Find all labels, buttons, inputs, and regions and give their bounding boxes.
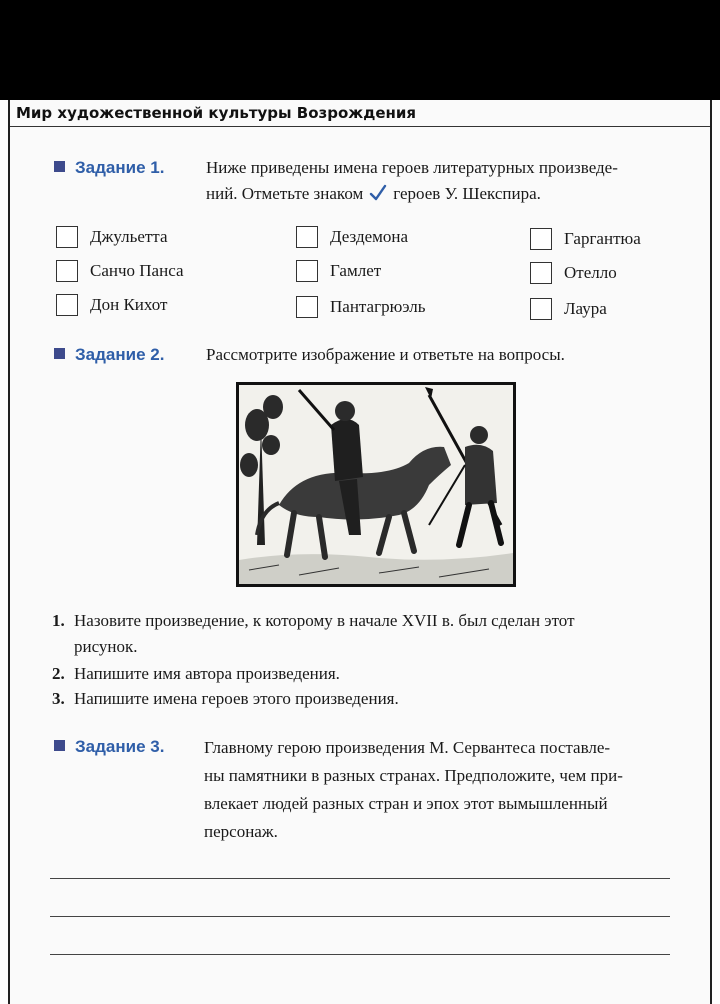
header-divider bbox=[10, 126, 710, 127]
task3-label: Задание 3. bbox=[75, 737, 165, 756]
option-label: Пантагрюэль bbox=[330, 297, 426, 316]
question-number: 1. bbox=[52, 611, 65, 630]
task1-text-line2-after: героев У. Шекспира. bbox=[393, 184, 541, 203]
checkbox[interactable] bbox=[56, 294, 78, 316]
task2-heading bbox=[54, 342, 164, 368]
option-label: Джульетта bbox=[90, 227, 168, 246]
checkbox[interactable] bbox=[296, 226, 318, 248]
question-1 bbox=[52, 608, 692, 660]
answer-line-2[interactable] bbox=[50, 916, 670, 917]
task1-text-line1: Ниже приведены имена героев литературных произведе- bbox=[206, 158, 618, 177]
option-laura[interactable] bbox=[530, 298, 607, 320]
page-header-title: Мир художественной культуры Возрождения bbox=[16, 104, 417, 122]
task3-text-line: персонаж. bbox=[204, 822, 278, 841]
question-text: Напишите имя автора произведения. bbox=[74, 664, 340, 683]
option-label: Дездемона bbox=[330, 227, 409, 246]
option-label: Санчо Панса bbox=[90, 261, 184, 280]
worksheet-page bbox=[8, 100, 712, 1004]
square-bullet-icon bbox=[54, 161, 65, 172]
question-2 bbox=[52, 661, 340, 687]
task3-text bbox=[204, 734, 694, 846]
checkmark-icon bbox=[369, 184, 387, 210]
task3-text-line: ны памятники в разных странах. Предположите, чем при- bbox=[204, 766, 623, 785]
task3-text-line: влекает людей разных стран и эпох этот вымышленный bbox=[204, 794, 608, 813]
task1-text bbox=[206, 155, 706, 210]
task2-label: Задание 2. bbox=[75, 345, 165, 364]
option-gamlet[interactable] bbox=[296, 260, 381, 282]
question-3 bbox=[52, 686, 399, 712]
question-text: Назовите произведение, к которому в начале XVII в. был сделан этот bbox=[74, 611, 575, 630]
option-don-kikhot[interactable] bbox=[56, 294, 167, 316]
task3-text-line: Главному герою произведения М. Сервантеса поставле- bbox=[204, 738, 611, 757]
task1-text-line2-before: ний. Отметьте знаком bbox=[206, 184, 364, 203]
question-text-cont: рисунок. bbox=[74, 637, 138, 656]
question-text: Напишите имена героев этого произведения. bbox=[74, 689, 399, 708]
task1-heading bbox=[54, 155, 164, 181]
square-bullet-icon bbox=[54, 348, 65, 359]
question-number: 2. bbox=[52, 664, 65, 683]
checkbox[interactable] bbox=[530, 228, 552, 250]
checkbox[interactable] bbox=[56, 226, 78, 248]
option-label: Лаура bbox=[564, 299, 607, 318]
don-quixote-engraving-image bbox=[236, 382, 516, 587]
task1-text-line2 bbox=[206, 181, 706, 210]
option-label: Гаргантюа bbox=[564, 229, 641, 248]
option-dezdemona[interactable] bbox=[296, 226, 408, 248]
option-label: Гамлет bbox=[330, 261, 382, 280]
task2-text: Рассмотрите изображение и ответьте на вопросы. bbox=[206, 345, 565, 364]
answer-line-3[interactable] bbox=[50, 954, 670, 955]
option-dzhuletta[interactable] bbox=[56, 226, 168, 248]
option-label: Дон Кихот bbox=[90, 295, 168, 314]
checkbox[interactable] bbox=[530, 262, 552, 284]
task1-label: Задание 1. bbox=[75, 158, 165, 177]
checkbox[interactable] bbox=[296, 296, 318, 318]
option-gargantyua[interactable] bbox=[530, 228, 641, 250]
option-sancho-pansa[interactable] bbox=[56, 260, 184, 282]
top-black-bar bbox=[0, 0, 720, 100]
checkbox[interactable] bbox=[530, 298, 552, 320]
task3-heading bbox=[54, 734, 164, 760]
question-number: 3. bbox=[52, 689, 65, 708]
option-pantagryuel[interactable] bbox=[296, 296, 426, 318]
square-bullet-icon bbox=[54, 740, 65, 751]
answer-line-1[interactable] bbox=[50, 878, 670, 879]
checkbox[interactable] bbox=[56, 260, 78, 282]
option-otello[interactable] bbox=[530, 262, 617, 284]
checkbox[interactable] bbox=[296, 260, 318, 282]
option-label: Отелло bbox=[564, 263, 617, 282]
